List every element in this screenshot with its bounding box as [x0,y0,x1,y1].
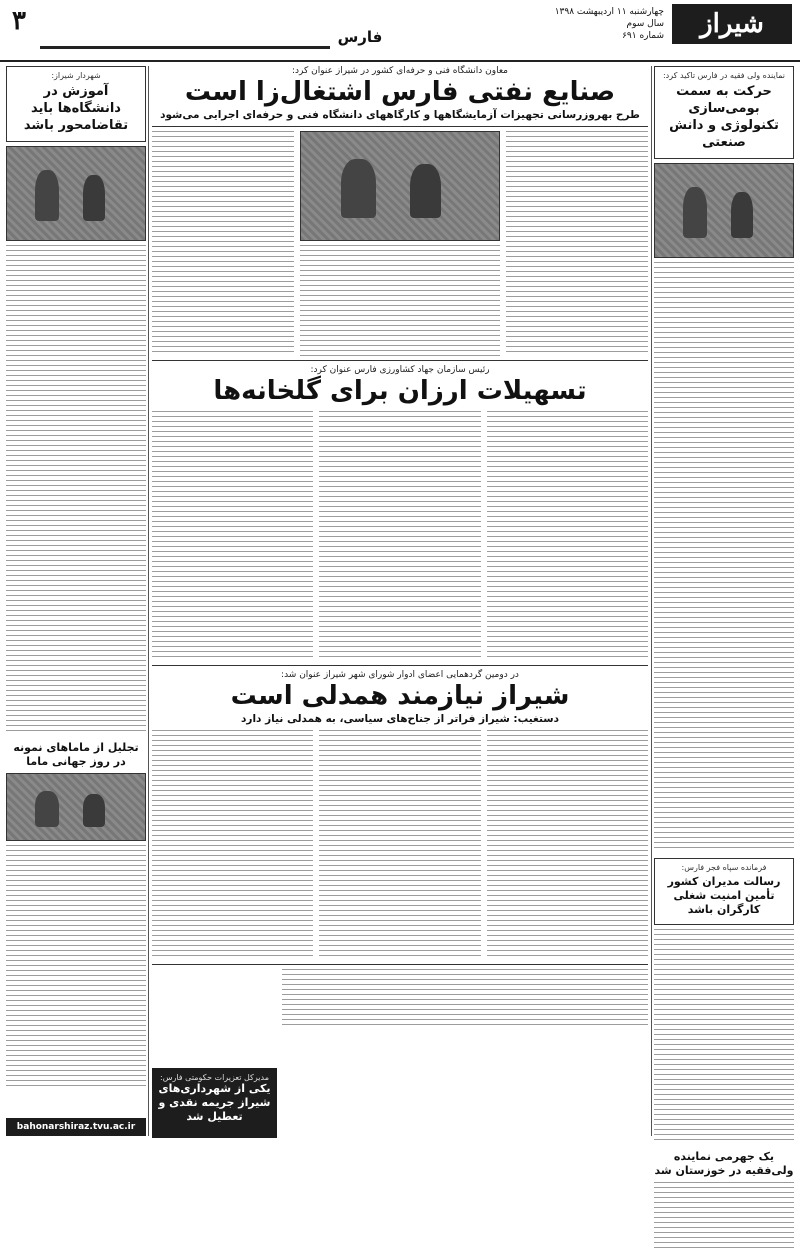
third-kicker: در دومین گردهمایی اعضای ادوار شورای شهر شیراز عنوان شد: [281,670,519,680]
left-bottom-headline: تجلیل از ماماهای نمونه در روز جهانی ماما [13,741,139,768]
divider [152,964,648,965]
newspaper-logo: شیراز [672,4,792,44]
second-article [152,411,648,661]
divider [152,126,648,127]
third-article-col [319,730,480,960]
second-article-col [152,411,313,661]
issue-number: شماره ۶۹۱ [622,31,664,41]
right-box-title: رسالت مدیران کشور تأمین امنیت شغلی کارگران باشد [667,875,781,916]
right-article-body [654,262,794,852]
site-watermark: bahonarshiraz.tvu.ac.ir [6,1118,146,1136]
second-article-col [319,411,480,661]
issue-date: چهارشنبه ۱۱ اردیبهشت ۱۳۹۸ [554,7,664,17]
left-headline: آموزش در دانشگاه‌ها باید تقاضامحور باشد [23,84,129,133]
third-headline: شیراز نیازمند همدلی است [230,681,570,711]
third-article-col [487,730,648,960]
issue-year: سال سوم [626,19,664,29]
second-headline: تسهیلات ارزان برای گلخانه‌ها [213,376,587,406]
page-number: ۳ [12,6,26,36]
right-box-headline [654,858,794,925]
left-bottom-body [6,845,146,1090]
issue-info [555,6,664,42]
left-article-photo [6,146,146,241]
right-bottom-body [654,1182,794,1252]
main-subheadline: طرح بهروزرسانی تجهیزات آزمایشگاهها و کارگاههای دانشگاه فنی و حرفه‌ای اجرایی می‌شود [160,109,640,121]
right-box-kicker: فرمانده سپاه فجر فارس: [681,863,767,872]
left-headline-box [6,66,146,142]
right-bottom-headline: یک جهرمی نماینده ولی‌فقیه در خوزستان شد [654,1150,794,1177]
bottom-article-body [282,969,648,1029]
left-article-body [6,245,146,735]
main-article-media [300,131,499,356]
right-box-body [654,929,794,1144]
second-article-col [487,411,648,661]
second-kicker: رئیس سازمان جهاد کشاورزی فارس عنوان کرد: [310,365,490,375]
section-name: فارس [337,28,383,46]
main-article-photo [300,131,499,241]
main-kicker: معاون دانشگاه فنی و حرفه‌ای کشور در شیراز عنوان کرد: [291,66,508,76]
right-column [654,66,794,1177]
main-article-body [506,131,648,356]
third-subheadline: دستغیب: شیراز فراتر از جناح‌های سیاسی، به همدلی نیاز دارد [241,713,559,725]
left-bottom-photo [6,773,146,841]
main-article [152,131,648,356]
main-article-body-3 [152,131,294,356]
header-rule [40,46,330,49]
divider [152,360,648,361]
divider [152,665,648,666]
third-article-col [152,730,313,960]
column-divider [651,66,652,1136]
main-article-body-2 [300,245,499,356]
column-divider [148,66,149,1136]
callout-kicker: مدیرکل تعزیرات حکومتی فارس: [160,1073,269,1082]
callout-box [152,1068,277,1138]
right-headline: حرکت به سمت بومی‌سازی تکنولوژی و دانش صنعتی [669,84,779,150]
main-headline: صنایع نفتی فارس اشتغال‌زا است [184,77,616,107]
right-article-photo [654,163,794,258]
callout-headline: یکی از شهرداری‌های شیراز جریمه نقدی و تعطیل شد [158,1082,271,1123]
left-column [6,66,146,1136]
right-headline-box [654,66,794,159]
middle-column [152,66,648,1136]
third-article [152,730,648,960]
masthead [0,0,800,62]
left-kicker: شهردار شیراز: [51,71,101,80]
right-kicker: نماینده ولی فقیه در فارس تاکید کرد: [662,71,785,80]
